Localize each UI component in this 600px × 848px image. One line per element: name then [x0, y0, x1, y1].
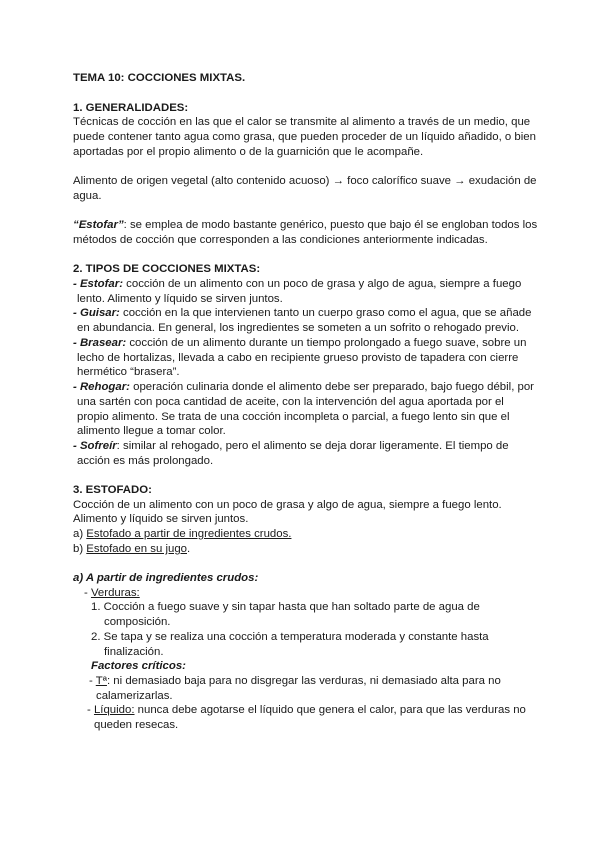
paragraph-line [73, 218, 537, 233]
section-heading-tipos: 2. TIPOS DE COCCIONES MIXTAS: [73, 263, 261, 275]
list-item-text: : similar al rehogado, pero el alimento se deja dorar ligeramente. El tiempo de [116, 440, 509, 452]
list-item [73, 277, 521, 292]
list-item-line: alimento llegue a tomar color. [77, 425, 226, 437]
step-line: 1. Cocción a fuego suave y sin tapar hasta que han soltado parte de agua de [91, 601, 480, 613]
step-line: 2. Se tapa y se realiza una cocción a temperatura moderada y constante hasta [91, 631, 489, 643]
factor-line: queden resecas. [94, 719, 179, 731]
list-marker: - [84, 587, 91, 599]
list-item [73, 306, 531, 321]
list-item-text: cocción de un alimento durante un tiempo prolongado a fuego suave, sobre un [126, 337, 527, 349]
punctuation: . [187, 543, 191, 555]
link-estofado-jugo[interactable]: Estofado en su jugo [86, 543, 187, 555]
list-item-text: cocción en la que intervienen tanto un cuerpo graso como el agua, que se añade [119, 307, 532, 319]
list-item-term: - Sofreír [73, 440, 117, 452]
list-item-term: - Estofar: [73, 278, 123, 290]
paragraph-line: Alimento y líquido se sirven juntos. [73, 513, 249, 525]
step-line: finalización. [104, 646, 164, 658]
section-heading-generalidades: 1. GENERALIDADES: [73, 102, 189, 114]
section-heading-estofado: 3. ESTOFADO: [73, 484, 152, 496]
list-item-term: - Rehogar: [73, 381, 130, 393]
paragraph-line: métodos de cocción que corresponden a las condiciones anteriormente indicadas. [73, 234, 488, 246]
subsection-heading-crudos: a) A partir de ingredientes crudos: [73, 572, 259, 584]
list-item-line: una sartén con poca cantidad de aceite, con la intervención del agua aportada por el [77, 396, 504, 408]
factor-item [89, 674, 501, 689]
paragraph-line: puede contener tanto agua como grasa, que pueden proceder de un líquido añadido, o bien [73, 131, 536, 143]
factor-line: calamerizarlas. [96, 690, 173, 702]
verduras-label: Verduras: [90, 587, 140, 599]
paragraph-line: aportadas por el propio alimento o de la guarnición que le acompañe. [73, 146, 424, 158]
paragraph-line: Técnicas de cocción en las que el calor se transmite al alimento a través de un medio, que [73, 116, 531, 128]
paragraph-line: Cocción de un alimento con un poco de grasa y algo de agua, siempre a fuego lento. [73, 499, 502, 511]
list-item [73, 439, 509, 454]
list-marker: - [89, 675, 96, 687]
list-item-line: lecho de hortalizas, llevada a cabo en recipiente grueso provisto de tapadera con cierre [77, 352, 519, 364]
list-item [73, 380, 534, 395]
list-item-term: - Guisar: [73, 307, 120, 319]
paragraph-line: Alimento de origen vegetal (alto contenido acuoso) → foco calorífico suave → exudación de [73, 175, 537, 187]
factor-term: Líquido: [93, 704, 135, 716]
paragraph-line: agua. [73, 190, 102, 202]
list-item-line: lento. Alimento y líquido se sirven juntos. [77, 293, 283, 305]
factor-text: nunca debe agotarse el líquido que genera el calor, para que las verduras no [134, 704, 526, 716]
list-item-line: en abundancia. En general, los ingredientes se someten a un sofrito o rehogado previo. [77, 322, 519, 334]
list-item-text: operación culinaria donde el alimento debe ser preparado, bajo fuego débil, por [129, 381, 534, 393]
factor-item [87, 703, 526, 718]
term-estofar: “Estofar” [73, 219, 124, 231]
list-marker: - [87, 704, 94, 716]
factor-term: Tª [95, 675, 107, 687]
link-estofado-crudos[interactable]: Estofado a partir de ingredientes crudos. [86, 528, 292, 540]
list-marker: b) [73, 543, 87, 555]
list-item-line: acción es más prolongado. [77, 455, 214, 467]
subsection-link-b [73, 542, 190, 557]
list-item [73, 336, 526, 351]
verduras-item [84, 586, 140, 601]
term-definition: : se emplea de modo bastante genérico, puesto que bajo él se engloban todos los [123, 219, 538, 231]
document-title: TEMA 10: COCCIONES MIXTAS. [73, 72, 246, 84]
list-item-term: - Brasear: [73, 337, 127, 349]
step-line: composición. [104, 616, 171, 628]
subsection-link-a [73, 527, 291, 542]
list-item-text: cocción de un alimento con un poco de grasa y algo de agua, siempre a fuego [123, 278, 522, 290]
list-item-line: propio alimento. Se trata de una cocción incompleta o parcial, a fuego lento sin que el [77, 411, 510, 423]
list-item-line: hermético “brasera”. [77, 366, 180, 378]
list-marker: a) [73, 528, 87, 540]
factor-text: : ni demasiado baja para no disgregar las verduras, ni demasiado alta para no [106, 675, 501, 687]
factores-criticos-heading: Factores críticos: [91, 660, 186, 672]
